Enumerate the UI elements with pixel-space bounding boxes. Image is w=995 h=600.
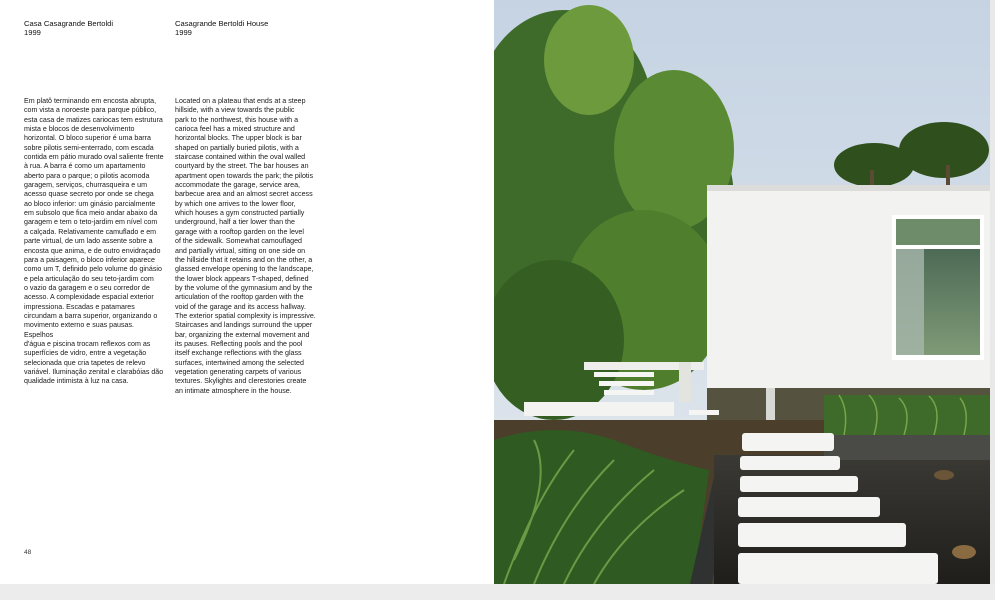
pt-title: Casa Casagrande Bertoldi (24, 19, 114, 28)
pt-year: 1999 (24, 28, 41, 38)
en-heading (175, 19, 323, 38)
en-body-text: Located on a plateau that ends at a steep hillside, with a view towards the public park to the northwest, this house with a carioca feel has a mixed structure and horizontal blocks. The upper block is bar shaped on partially buried pilotis, with a staircase contained within the oval walled courtyard by the street. The bar houses an apartment open towards the park; the pilotis accommodate the garage, service area, barbecue area and an almost secret access by which one arrives to the lower floor, which houses a gym constructed partially underground, half a tier lower than the garage with a rooftop garden on the level of the sidewalk. Somewhat camouflaged and partially virtual, sitting on one side on the hillside that it retains and on the other, a glassed envelope opening to the landscape, the lower block appears T-shaped, defined by the volume of the gymnasium and by the articulation of the rooftop garden with the void of the garage and its access hallway. The exterior spatial complexity is impressive. Staircases and landings surround the upper bar, organizing the external movement and its pauses. Reflecting pools and the pool itself exchange reflections with the glass surfaces, intertwined among the selected vegetation generating carpets of various textures. Skylights and clerestories create an intimate atmosphere in the house. (175, 97, 316, 395)
page-number: 48 (24, 549, 32, 556)
en-year: 1999 (175, 28, 192, 38)
pt-heading (24, 19, 164, 38)
house-photograph (494, 0, 990, 584)
left-page (0, 0, 494, 584)
pt-body-text: Em platô terminando em encosta abrupta, com vista a noroeste para parque público, esta casa de matizes cariocas tem estrutura mista e blocos de desenvolvimento horizontal. O bloco superior é uma barra sobre pilotis semi-enterrado, com escada contida em pátio murado oval saliente frente à rua. A barra é como um apartamento aberto para o parque; o pilotis acomoda garagem, serviços, churrasqueira e um acesso quase secreto por onde se chega ao bloco inferior: um ginásio parcialmente em subsolo que fica meio andar abaixo da garagem e tem o teto-jardim em nível com a calçada. Relativamente camuflado e em parte virtual, de um lado assente sobre a encosta que anima, e de outro envidraçado para a paisagem, o bloco inferior aparece como um T, definido pelo volume do ginásio e pela articulação do seu teto-jardim com o vazio da garagem e o seu corredor de acesso. A complexidade espacial exterior impressiona. Escadas e patamares circundam a barra superior, organizando o movimento externo e suas pausas. Espelhos d'água e piscina trocam reflexos com as superfícies de vidro, entre a vegetação selecionada que cria tapetes de relevo variável. Iluminação zenital e clarabóias dão qualidade intimista à luz na casa. (24, 97, 164, 386)
viewer-bottom-strip (0, 584, 995, 600)
en-title: Casagrande Bertoldi House (175, 19, 269, 28)
